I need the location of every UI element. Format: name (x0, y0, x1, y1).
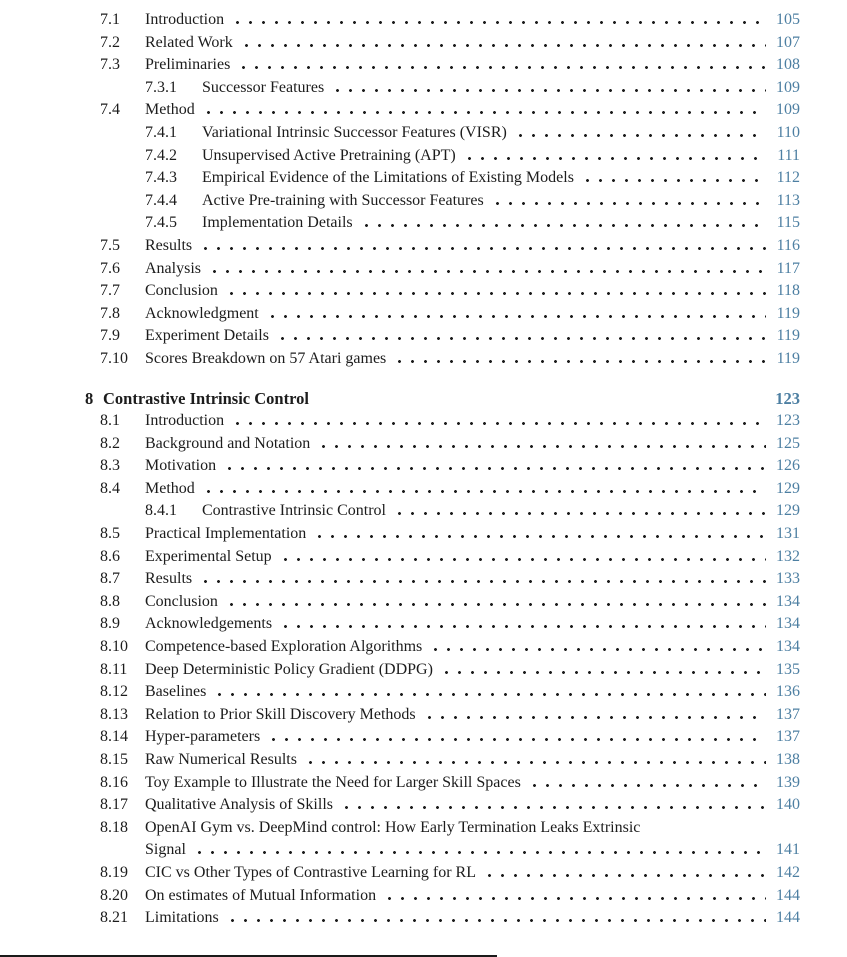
entry-title[interactable]: Raw Numerical Results (145, 751, 297, 768)
dot-leader (645, 829, 766, 832)
entry-title[interactable]: Motivation (145, 457, 217, 475)
entry-page[interactable]: 142 (776, 863, 800, 881)
toc-entry[interactable] (85, 681, 800, 704)
entry-title[interactable]: Introduction (145, 412, 225, 430)
dot-leader (197, 580, 766, 583)
entry-page[interactable]: 109 (776, 101, 800, 119)
dot-leader (461, 157, 766, 160)
entry-page[interactable]: 125 (776, 434, 800, 452)
dot-leader (338, 806, 766, 809)
dot-leader (381, 897, 766, 900)
entry-page[interactable]: 144 (776, 909, 800, 927)
entry-number[interactable]: 7.7 (100, 282, 120, 300)
dot-leader (489, 202, 766, 205)
entry-title[interactable]: CIC vs Other Types of Contrastive Learning for RL (145, 863, 476, 881)
entry-page[interactable]: 113 (776, 191, 800, 209)
toc-entry[interactable] (85, 9, 800, 32)
toc-entry[interactable] (85, 280, 800, 303)
entry-title[interactable]: Contrastive Intrinsic Control (202, 502, 386, 520)
toc-entry[interactable] (85, 817, 800, 840)
entry-page[interactable]: 138 (776, 751, 800, 768)
dot-leader (421, 716, 766, 719)
toc-entry[interactable] (85, 167, 800, 190)
dot-leader (206, 270, 766, 273)
entry-page[interactable]: 140 (776, 796, 800, 814)
dot-leader (264, 315, 766, 318)
entry-number[interactable]: 7.2 (100, 33, 120, 51)
entry-title[interactable]: OpenAI Gym vs. DeepMind control: How Early Termination Leaks Extrinsic (145, 818, 641, 836)
dot-leader (265, 738, 766, 741)
dot-leader (315, 445, 766, 448)
entry-number[interactable]: 7.4.3 (145, 169, 177, 187)
toc-entry[interactable] (85, 839, 800, 862)
entry-page[interactable]: 144 (776, 886, 800, 904)
entry-number[interactable]: 8.12 (100, 683, 128, 701)
entry-number[interactable]: 7.5 (100, 236, 120, 254)
dot-leader (191, 851, 766, 854)
entry-title[interactable]: Hyper-parameters (145, 728, 261, 746)
entry-title[interactable]: Acknowledgements (145, 615, 273, 633)
entry-title[interactable]: Toy Example to Illustrate the Need for Larger Skill Spaces (145, 773, 521, 791)
entry-title[interactable]: Empirical Evidence of the Limitations of Existing Models (202, 169, 574, 187)
dot-leader (438, 671, 766, 674)
entry-page[interactable]: 108 (776, 56, 800, 74)
entry-page[interactable]: 119 (776, 304, 800, 322)
entry-number[interactable]: 8.15 (100, 751, 128, 768)
toc-entry[interactable] (85, 478, 800, 501)
toc-entry[interactable] (85, 772, 800, 795)
toc-entry[interactable] (85, 303, 800, 326)
entry-number[interactable]: 7.4.2 (145, 146, 177, 164)
toc-entry[interactable] (85, 907, 800, 930)
entry-page[interactable]: 123 (776, 412, 800, 430)
toc-entry[interactable] (85, 410, 800, 433)
dot-leader (512, 134, 766, 137)
entry-page[interactable]: 118 (776, 282, 800, 300)
dot-leader (526, 784, 766, 787)
toc-entry[interactable] (85, 258, 800, 281)
toc-entry[interactable] (85, 122, 800, 145)
entry-title[interactable]: Practical Implementation (145, 525, 307, 543)
entry-page[interactable]: 132 (776, 547, 800, 565)
dot-leader (358, 224, 766, 227)
toc-entry[interactable] (85, 523, 800, 546)
entry-page[interactable]: 135 (776, 660, 800, 678)
toc-entry[interactable] (85, 348, 800, 371)
toc-entry[interactable] (85, 455, 800, 478)
entry-page[interactable]: 111 (777, 146, 800, 164)
entry-page[interactable]: 137 (776, 728, 800, 746)
entry-title[interactable]: Unsupervised Active Pretraining (APT) (202, 146, 456, 164)
entry-number[interactable]: 8.8 (100, 592, 120, 610)
entry-page[interactable]: 129 (776, 479, 800, 497)
dot-leader (391, 360, 766, 363)
dot-leader (223, 292, 766, 295)
entry-number[interactable]: 8.10 (100, 638, 128, 656)
entry-title[interactable]: Active Pre-training with Successor Features (202, 191, 484, 209)
entry-number[interactable]: 7.6 (100, 259, 120, 277)
entry-number[interactable]: 7.3 (100, 56, 120, 74)
toc-entry[interactable] (85, 212, 800, 235)
entry-title[interactable]: Related Work (145, 33, 233, 51)
dot-leader (481, 874, 766, 877)
toc-entry[interactable] (85, 546, 800, 569)
entry-page[interactable]: 131 (776, 525, 800, 543)
toc-entry[interactable] (85, 659, 800, 682)
entry-title[interactable]: Contrastive Intrinsic Control (103, 388, 309, 408)
entry-number[interactable]: 8.16 (100, 773, 128, 791)
entry-page[interactable]: 109 (776, 78, 800, 96)
toc-entry[interactable] (85, 862, 800, 885)
entry-number[interactable]: 7.4.5 (145, 214, 177, 232)
entry-page[interactable]: 134 (776, 615, 800, 633)
dot-leader (197, 247, 766, 250)
entry-number[interactable]: 8.2 (100, 434, 120, 452)
toc-entry[interactable] (85, 704, 800, 727)
entry-number[interactable]: 8.18 (100, 818, 128, 836)
entry-title[interactable]: Preliminaries (145, 56, 231, 74)
dot-leader (277, 625, 766, 628)
dot-leader (200, 111, 766, 114)
entry-number[interactable]: 7.4 (100, 101, 120, 119)
entry-page[interactable]: 112 (776, 169, 800, 187)
toc-entry[interactable] (85, 500, 800, 523)
entry-page[interactable]: 123 (775, 388, 800, 408)
entry-number[interactable]: 8.14 (100, 728, 128, 746)
entry-number[interactable]: 7.10 (100, 349, 128, 367)
dot-leader (200, 490, 766, 493)
entry-title[interactable]: Method (145, 479, 195, 497)
entry-page[interactable]: 134 (776, 592, 800, 610)
entry-number[interactable]: 8.1 (100, 412, 120, 430)
dot-leader (427, 648, 766, 651)
entry-page[interactable]: 133 (776, 570, 800, 588)
entry-title[interactable]: Introduction (145, 11, 225, 28)
entry-page[interactable]: 107 (776, 33, 800, 51)
entry-page[interactable]: 129 (776, 502, 800, 520)
entry-page[interactable]: 134 (776, 638, 800, 656)
entry-number[interactable]: 8.13 (100, 705, 128, 723)
entry-title[interactable]: Conclusion (145, 592, 218, 610)
dot-leader (314, 401, 766, 404)
entry-title[interactable]: Deep Deterministic Policy Gradient (DDPG) (145, 660, 433, 678)
dot-leader (274, 337, 766, 340)
entry-page[interactable]: 115 (776, 214, 800, 232)
entry-number[interactable]: 7.3.1 (145, 78, 177, 96)
table-of-contents (85, 9, 800, 930)
entry-number[interactable]: 8.5 (100, 525, 120, 543)
entry-number[interactable]: 8.4.1 (145, 502, 177, 520)
entry-title[interactable]: Results (145, 236, 193, 254)
entry-page[interactable]: 141 (776, 841, 800, 859)
toc-entry[interactable] (85, 749, 800, 772)
toc-entry[interactable] (85, 145, 800, 168)
toc-entry[interactable] (85, 190, 800, 213)
dot-leader (224, 919, 766, 922)
toc-entry[interactable] (85, 636, 800, 659)
entry-number[interactable]: 7.4.4 (145, 191, 177, 209)
entry-title[interactable]: Relation to Prior Skill Discovery Methods (145, 705, 416, 723)
toc-entry[interactable] (85, 388, 800, 411)
entry-title[interactable]: Results (145, 570, 193, 588)
entry-title[interactable]: On estimates of Mutual Information (145, 886, 377, 904)
entry-number[interactable]: 8.11 (100, 660, 128, 678)
dot-leader (229, 422, 766, 425)
toc-entry[interactable] (85, 77, 800, 100)
dot-leader (211, 693, 766, 696)
entry-page[interactable]: 119 (776, 349, 800, 367)
entry-page[interactable]: 136 (776, 683, 800, 701)
entry-page[interactable]: 110 (776, 123, 800, 141)
entry-title[interactable]: Competence-based Exploration Algorithms (145, 638, 423, 656)
dot-leader (579, 179, 766, 182)
dot-leader (235, 66, 766, 69)
entry-page[interactable]: 119 (776, 327, 800, 345)
entry-title[interactable]: Baselines (145, 683, 207, 701)
entry-title[interactable]: Signal (145, 841, 186, 859)
dot-leader (238, 44, 766, 47)
entry-number[interactable]: 8.4 (100, 479, 120, 497)
entry-title[interactable]: Successor Features (202, 78, 325, 96)
toc-entry[interactable] (85, 726, 800, 749)
entry-number[interactable]: 7.9 (100, 327, 120, 345)
entry-title[interactable]: Background and Notation (145, 434, 311, 452)
entry-title[interactable]: Experiment Details (145, 327, 269, 345)
entry-title[interactable]: Scores Breakdown on 57 Atari games (145, 349, 387, 367)
entry-number[interactable]: 8.7 (100, 570, 120, 588)
dot-leader (391, 512, 766, 515)
dot-leader (221, 467, 766, 470)
entry-number[interactable]: 8.9 (100, 615, 120, 633)
entry-title[interactable]: Variational Intrinsic Successor Features (VISR) (202, 123, 507, 141)
toc-entry[interactable] (85, 99, 800, 122)
entry-number[interactable]: 7.4.1 (145, 123, 177, 141)
entry-number[interactable]: 8.17 (100, 796, 128, 814)
entry-title[interactable]: Method (145, 101, 195, 119)
toc-entry[interactable] (85, 433, 800, 456)
entry-number[interactable]: 8.20 (100, 886, 128, 904)
toc-entry[interactable] (85, 235, 800, 258)
dot-leader (223, 603, 766, 606)
toc-entry[interactable] (85, 54, 800, 77)
entry-title[interactable]: Qualitative Analysis of Skills (145, 796, 333, 814)
entry-title[interactable]: Experimental Setup (145, 547, 272, 565)
entry-number[interactable]: 8.6 (100, 547, 120, 565)
toc-entry[interactable] (85, 568, 800, 591)
entry-number[interactable]: 8.19 (100, 863, 128, 881)
entry-title[interactable]: Limitations (145, 909, 219, 927)
toc-entry[interactable] (85, 325, 800, 348)
toc-entry[interactable] (85, 613, 800, 636)
dot-leader (302, 761, 766, 764)
entry-page[interactable]: 137 (776, 705, 800, 723)
entry-title[interactable]: Analysis (145, 259, 201, 277)
dot-leader (311, 535, 766, 538)
entry-page[interactable]: 126 (776, 457, 800, 475)
toc-entry[interactable] (85, 794, 800, 817)
entry-page[interactable]: 116 (776, 236, 800, 254)
dot-leader (229, 21, 766, 24)
entry-number[interactable]: 7.8 (100, 304, 120, 322)
toc-entry[interactable] (85, 32, 800, 55)
entry-number[interactable]: 7.1 (100, 11, 120, 28)
entry-title[interactable]: Acknowledgment (145, 304, 259, 322)
entry-page[interactable]: 139 (776, 773, 800, 791)
toc-entry[interactable] (85, 885, 800, 908)
entry-page[interactable]: 105 (776, 11, 800, 28)
entry-page[interactable]: 117 (776, 259, 800, 277)
entry-number[interactable]: 8.3 (100, 457, 120, 475)
dot-leader (329, 89, 766, 92)
entry-title[interactable]: Implementation Details (202, 214, 353, 232)
dot-leader (277, 558, 766, 561)
toc-entry[interactable] (85, 591, 800, 614)
entry-number[interactable]: 8.21 (100, 909, 128, 927)
entry-number[interactable]: 8 (85, 388, 94, 408)
entry-title[interactable]: Conclusion (145, 282, 218, 300)
